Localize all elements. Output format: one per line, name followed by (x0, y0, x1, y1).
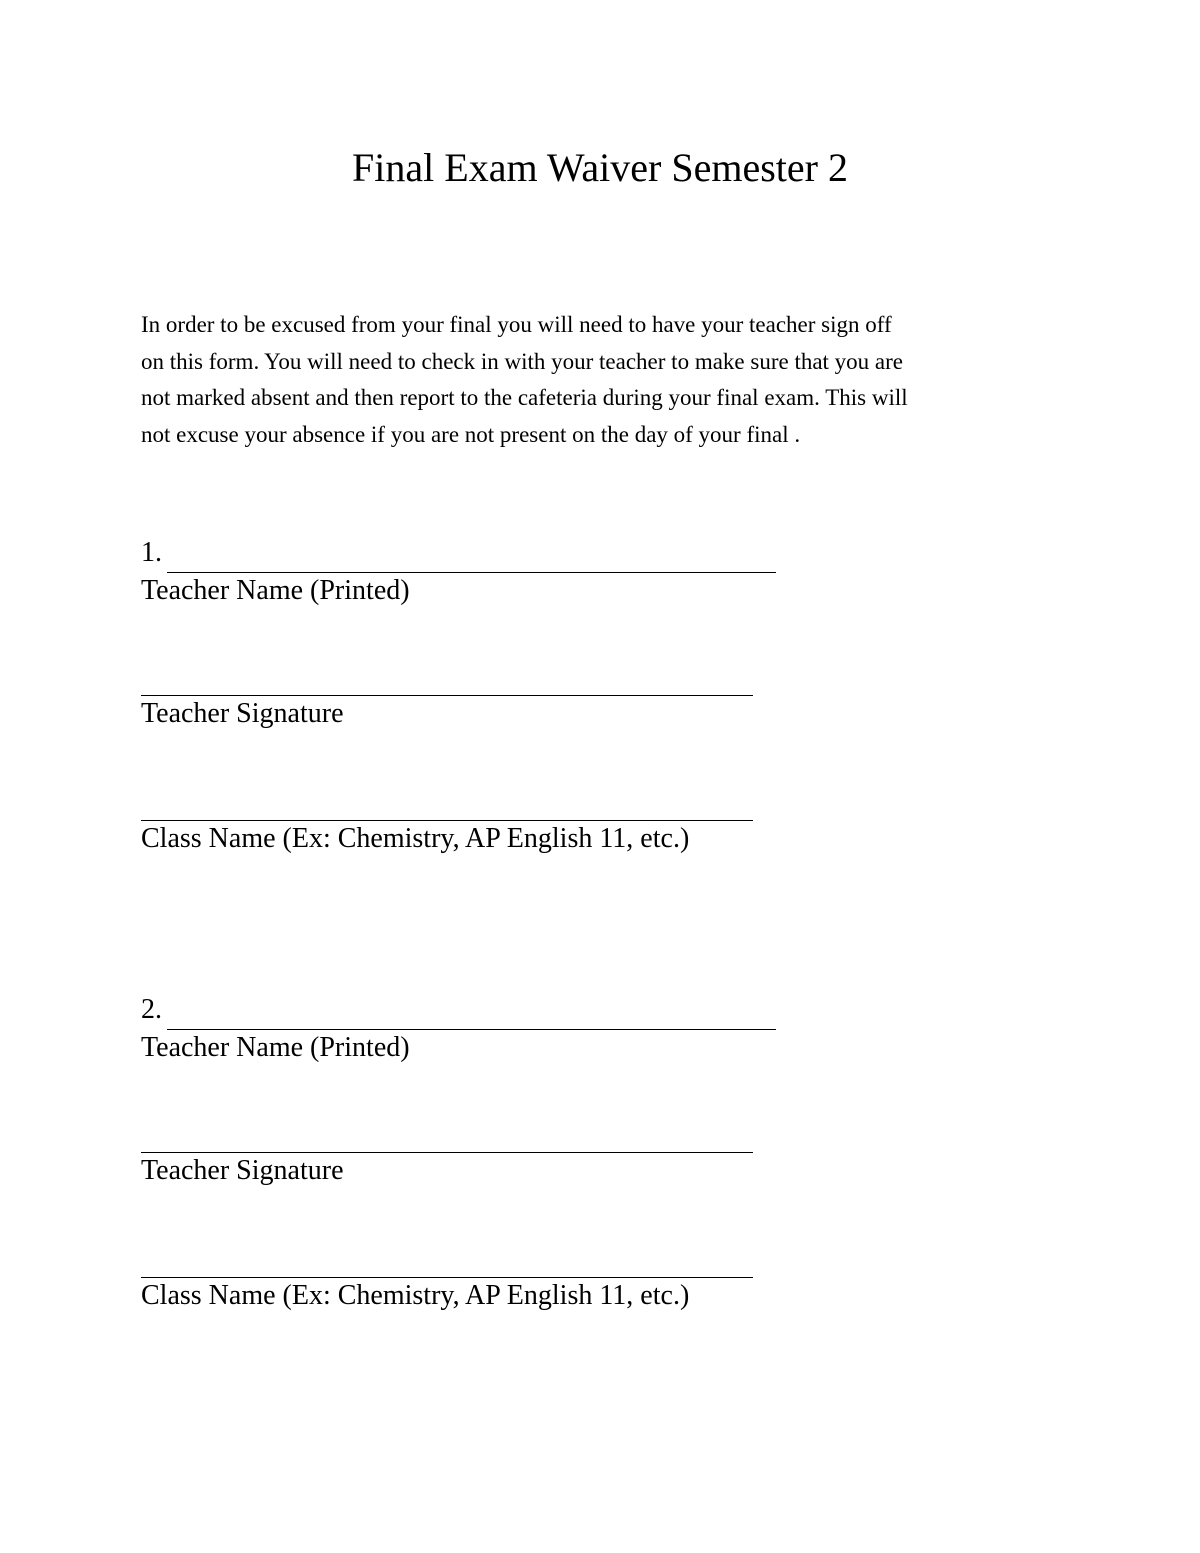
entry-number: 1. (141, 537, 162, 568)
instructions-line: not excuse your absence if you are not present on the day of your final . (141, 421, 801, 447)
class-name-field (141, 1242, 841, 1311)
teacher-signature-line[interactable] (141, 660, 841, 696)
teacher-entry-1 (141, 535, 841, 854)
page-title: Final Exam Waiver Semester 2 (352, 145, 848, 190)
teacher-name-field (141, 992, 841, 1063)
teacher-name-label: Teacher Name (Printed) (141, 1032, 410, 1063)
teacher-name-underline (167, 572, 776, 573)
teacher-entry-2 (141, 992, 841, 1311)
teacher-signature-underline (141, 1152, 753, 1153)
teacher-signature-underline (141, 695, 753, 696)
instructions-line: In order to be excused from your final you will need to have your teacher sign off (141, 312, 892, 337)
class-name-line[interactable] (141, 785, 841, 821)
class-name-field (141, 785, 841, 854)
teacher-name-line[interactable] (141, 535, 841, 573)
instructions-line: on this form. You will need to check in with your teacher to make sure that you are (141, 348, 904, 374)
teacher-name-line[interactable] (141, 992, 841, 1030)
class-name-underline (141, 1277, 753, 1278)
teacher-name-label: Teacher Name (Printed) (141, 575, 410, 606)
class-name-label: Class Name (Ex: Chemistry, AP English 11, etc.) (141, 823, 690, 854)
teacher-name-field (141, 535, 841, 606)
teacher-signature-label: Teacher Signature (141, 1155, 344, 1186)
teacher-name-underline (167, 1029, 776, 1030)
teacher-signature-label: Teacher Signature (141, 698, 344, 729)
class-name-underline (141, 820, 753, 821)
entry-number: 2. (141, 994, 162, 1025)
class-name-line[interactable] (141, 1242, 841, 1278)
instructions-line: not marked absent and then report to the cafeteria during your final exam. This will (141, 385, 908, 410)
teacher-signature-field (141, 660, 841, 729)
instructions-paragraph (141, 307, 1081, 453)
teacher-signature-field (141, 1117, 841, 1186)
teacher-signature-line[interactable] (141, 1117, 841, 1153)
class-name-label: Class Name (Ex: Chemistry, AP English 11, etc.) (141, 1280, 690, 1311)
